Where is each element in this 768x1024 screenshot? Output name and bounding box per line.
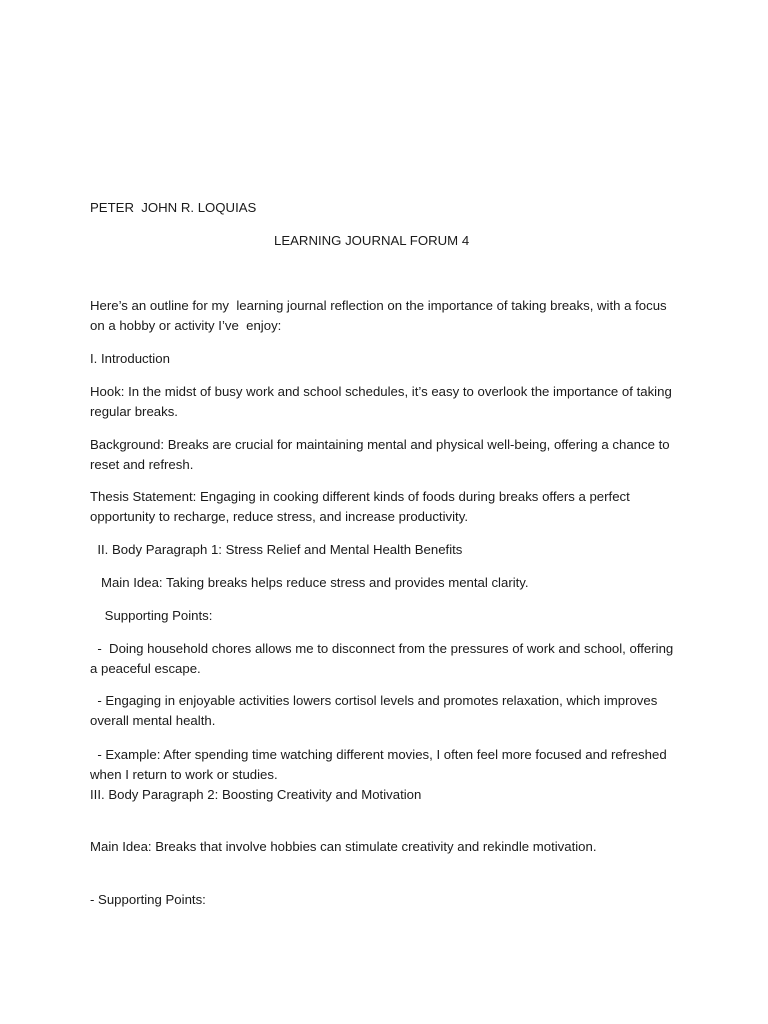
hook-paragraph: Hook: In the midst of busy work and school schedules, it’s easy to overlook the importance of taking regular breaks. xyxy=(90,384,676,419)
background-paragraph: Background: Breaks are crucial for maintaining mental and physical well-being, offering a chance to reset and refresh. xyxy=(90,437,674,472)
section-heading-body-1: II. Body Paragraph 1: Stress Relief and Mental Health Benefits xyxy=(90,542,463,557)
body-2-supporting-label: - Supporting Points: xyxy=(90,892,206,907)
intro-paragraph: Here’s an outline for my learning journal reflection on the importance of taking breaks, with a focus on a hobby or activity I’ve enjoy: xyxy=(90,298,671,333)
body-1-example: - Example: After spending time watching different movies, I often feel more focused and refreshed when I return to work or studies. xyxy=(90,747,671,782)
document-title: LEARNING JOURNAL FORUM 4 xyxy=(274,233,470,248)
section-heading-introduction: I. Introduction xyxy=(90,351,170,366)
body-1-supporting-label: Supporting Points: xyxy=(90,608,213,623)
author-name: PETER JOHN R. LOQUIAS xyxy=(90,200,257,215)
body-1-main-idea: Main Idea: Taking breaks helps reduce stress and provides mental clarity. xyxy=(90,575,529,590)
section-heading-body-2: III. Body Paragraph 2: Boosting Creativity and Motivation xyxy=(90,787,422,802)
body-2-main-idea: Main Idea: Breaks that involve hobbies can stimulate creativity and rekindle motivation. xyxy=(90,839,597,854)
thesis-paragraph: Thesis Statement: Engaging in cooking different kinds of foods during breaks offers a perfect opportunity to recharge, reduce stress, and increase productivity. xyxy=(90,489,634,524)
body-1-point-2: - Engaging in enjoyable activities lowers cortisol levels and promotes relaxation, which improves overall mental health. xyxy=(90,693,662,728)
body-1-point-1: - Doing household chores allows me to disconnect from the pressures of work and school, offering a peaceful escape. xyxy=(90,641,677,676)
